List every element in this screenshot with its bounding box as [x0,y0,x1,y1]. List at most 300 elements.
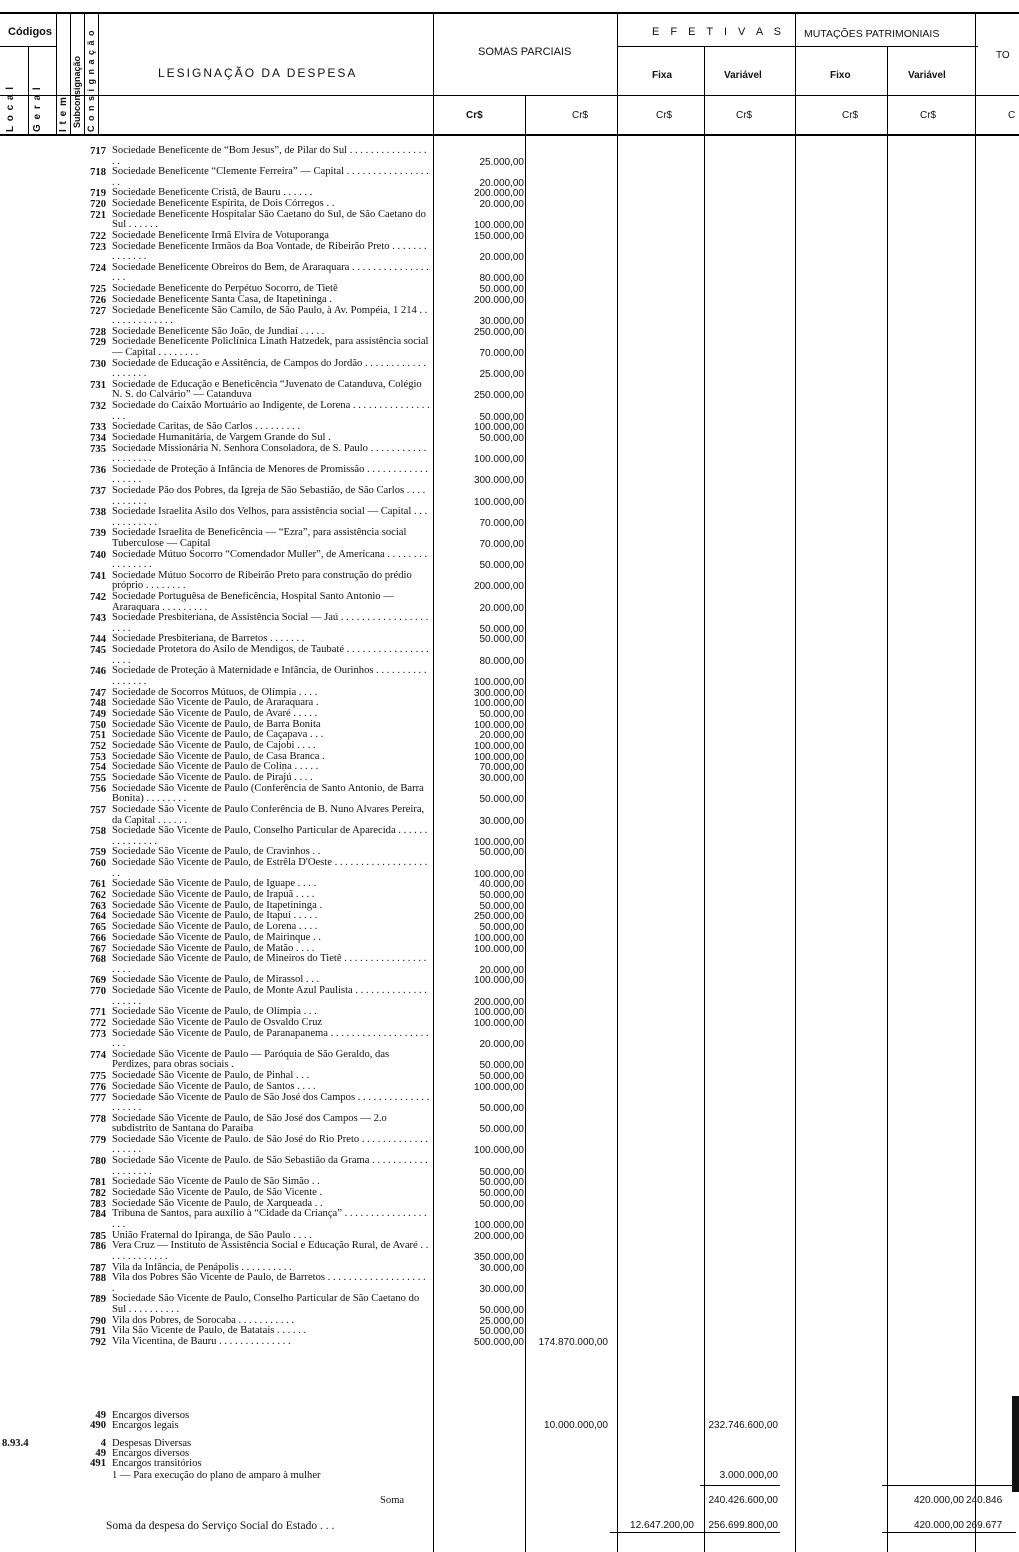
efetivas-label: E F E T I V A S [652,26,785,38]
table-row [0,858,1019,879]
unit-label-6: Cr$ [920,110,937,121]
row-code: 738 [90,507,106,519]
row-code: 745 [90,645,106,657]
row-code: 731 [90,379,106,391]
row-code: 750 [90,719,106,731]
row-code: 748 [90,698,106,710]
row-description: Sociedade Beneficente Santa Casa, de Itapetininga . [112,294,333,305]
somas-parciais-value: 70.000,00 [479,517,524,529]
somas-parciais-value: 100.000,00 [473,1145,524,1157]
row-code: 746 [90,666,106,678]
row-description: Sociedade Beneficente São João, de Jundiaí . . . . . [112,326,325,337]
table-row [0,422,1019,433]
row-description: Sociedade São Vicente de Paulo, de Itapuí . . . . . [112,911,318,922]
row-code: 751 [90,730,106,742]
somas-parciais-value: 70.000,00 [479,762,524,774]
table-row [0,933,1019,944]
codigos-label: Códigos [8,26,52,38]
col-rule-2 [56,12,57,134]
row-description: Sociedade São Vicente de Paulo, de Estrêla D'Oeste . . . . . . . . . . . . . . . . . . . . [112,858,428,879]
row-code: 767 [90,943,106,955]
table-row [0,613,1019,634]
somas-parciais-value: 100.000,00 [473,975,524,987]
total-underline-3 [610,1532,780,1533]
somas-parciais-value: 100.000,00 [473,1018,524,1029]
table-row [0,954,1019,975]
footer-value-v2: 10.000.000,00 [544,1420,608,1431]
somas-parciais-value: 350.000,00 [473,1251,524,1263]
table-row [0,944,1019,955]
row-description: Sociedade São Vicente de Paulo, Conselho Particular de São Caetano do Sul . . . . . . . . . . [112,1294,420,1315]
table-row [0,666,1019,687]
row-code: 749 [90,708,106,720]
row-description: Sociedade de Socorros Mútuos, de Olímpia . . . . [112,687,318,698]
somas-parciais-value: 100.000,00 [473,932,524,944]
row-description: Sociedade de Proteção à Infância de Menores de Promissão . . . . . . . . . . . . . . . . . . [112,464,428,486]
row-code: 779 [90,1134,106,1146]
somas-parciais-value: 100.000,00 [473,751,524,763]
somas-parciais-value: 500.000,00 [473,1337,524,1348]
somas-parciais-value: 50.000,00 [479,623,524,635]
table-row [0,507,1019,528]
row-description: Vera Cruz — Instituto de Assistência Social e Educação Rural, de Avaré . . . . . . . . . . . . . [112,1241,429,1262]
total-underline-1 [700,1485,780,1486]
footer-value-v4: 256.699.800,00 [708,1520,778,1531]
table-row [0,1082,1019,1093]
row-description: Sociedade São Vicente de Paulo, de Paranapanema . . . . . . . . . . . . . . . . . . . . . . [112,1028,429,1050]
row-code: 771 [90,1007,106,1019]
row-code: 740 [90,549,106,561]
unit-label-4: Cr$ [736,110,753,121]
footer-value-v6: 420.000,00 [913,1495,964,1506]
total-underline-4 [882,1532,1016,1533]
row-code: 772 [90,1018,106,1029]
table-row [0,528,1019,549]
row-code: 776 [90,1081,106,1093]
row-description: Soma da despesa do Serviço Social do Estado . . . [106,1520,335,1532]
somas-parciais-value: 30.000,00 [479,815,524,827]
row-description: 1 — Para execução do plano de amparo à mulher [112,1470,321,1481]
table-row [0,188,1019,199]
row-description: Vila da Infância, de Penápolis . . . . . . . . . . [112,1262,292,1273]
fixa-label: Fixa [652,70,673,81]
somas-parciais-value: 100.000,00 [473,676,524,688]
row-code: 788 [90,1273,106,1285]
somas-parciais-value: 100.000,00 [473,422,524,434]
row-description: Sociedade São Vicente de Paulo, de Olímpia . . . [112,1007,317,1018]
row-code: 725 [90,284,106,296]
table-row [0,1135,1019,1156]
table-row [0,773,1019,784]
table-row [0,327,1019,338]
somas-parciais-value: 20.000,00 [479,177,524,189]
table-row [0,890,1019,901]
row-code: 733 [90,422,106,434]
somas-parciais-value: 30.000,00 [479,1283,524,1295]
col-rule-1 [28,46,29,134]
row-code: 784 [90,1209,106,1221]
fixo-label: Fixo [830,70,851,81]
table-row [0,1263,1019,1274]
somas-parciais-value: 30.000,00 [479,773,524,785]
somas-parciais-value: 50.000,00 [479,900,524,912]
geral-label: G e r a l [32,86,43,132]
somas-parciais-value: 50.000,00 [479,1124,524,1136]
table-row [0,1188,1019,1199]
somas-parciais-value: 100.000,00 [473,496,524,508]
row-code: 770 [90,986,106,998]
somas-parciais-value: 100.000,00 [473,943,524,955]
footer-row [0,1470,1019,1482]
col-rule-4 [84,12,85,134]
row-description: Vila dos Pobres, de Sorocaba . . . . . . . . . . . [112,1315,295,1326]
somas-parciais-value: 100.000,00 [473,1219,524,1231]
somas-parciais-value: 50.000,00 [479,1188,524,1199]
table-row [0,1050,1019,1071]
somas-parciais-value: 50.000,00 [479,284,524,296]
somas-parciais-value: 25.000,00 [479,369,524,381]
row-description: Sociedade São Vicente de Paulo, de Matão . . . . [112,943,315,954]
row-description: Soma [380,1495,405,1506]
row-code: 722 [90,231,106,242]
row-description: Sociedade São Vicente de Paulo, de Cajobi . . . . [112,741,316,751]
table-row [0,922,1019,933]
header-subrule-3 [0,95,1019,96]
table-row [0,1029,1019,1050]
row-code: 727 [90,305,106,317]
row-code: 720 [90,199,106,211]
row-description: Sociedade São Vicente de Paulo, de Avaré . . . . . [112,708,318,719]
row-description: Sociedade Humanitária, de Vargem Grande do Sul . [112,432,331,443]
designacao-label: LESIGNAÇÃO DA DESPESA [158,66,358,80]
somas-parciais-value: 200.000,00 [473,1230,524,1242]
somas-parciais-value: 50.000,00 [479,1326,524,1338]
row-description: Sociedade São Vicente de Paulo de Osvaldo Cruz [112,1018,323,1028]
table-row [0,879,1019,890]
item-label: I t e m [58,96,69,132]
somas-parciais-value: 100.000,00 [473,220,524,232]
table-row [0,359,1019,380]
row-code: 786 [90,1241,106,1253]
somas-parciais-value: 30.000,00 [479,1262,524,1274]
row-description: Sociedade São Vicente de Paulo, de São Vicente . [112,1188,323,1198]
somas-parciais-value: 200.000,00 [473,294,524,306]
row-description: Sociedade São Vicente de Paulo, de Itapetininga . [112,900,323,911]
footer-row [0,1495,1019,1507]
row-local-code: 8.93.4 [2,1438,29,1449]
row-description: Sociedade São Vicente de Paulo, de Mirassol . . . [112,975,320,986]
somas-parciais-value: 25.000,00 [479,1315,524,1327]
row-description: Sociedade Israelita Asilo dos Velhos, para assistência social — Capital . . . . . . . . . . . . [112,507,428,528]
margin-bar [1012,1396,1019,1492]
row-description: Sociedade Missionária N. Senhora Consoladora, de S. Paulo . . . . . . . . . . . . . . . . . . . [112,443,427,465]
total-underline-2 [882,1485,1016,1486]
somas-parciais-value: 80.000,00 [479,655,524,667]
row-code: 780 [90,1156,106,1168]
row-code: 719 [90,188,106,200]
table-row [0,730,1019,741]
footer-value-v4: 3.000.000,00 [719,1470,778,1481]
somas-parciais-value: 200.000,00 [473,188,524,200]
unit-label-3: Cr$ [656,110,673,121]
table-row [0,826,1019,847]
somas-parciais-value: 20.000,00 [479,252,524,264]
somas-parciais-value: 250.000,00 [473,390,524,402]
table-row [0,720,1019,731]
somas-parciais-value: 50.000,00 [479,708,524,720]
row-description: Sociedade São Vicente de Paulo, de Mairinque . . [112,932,321,943]
somas-parciais-value: 100.000,00 [473,719,524,731]
somas-parciais-total: 174.870.000,00 [538,1337,608,1348]
row-description: Sociedade São Vicente de Paulo, de Caçapava . . . [112,730,324,741]
table-row [0,146,1019,167]
row-description: Sociedade de Educação e Beneficência “Juvenato de Catanduva, Colégio N. S. do Calvário” — Catanduva [112,379,422,401]
table-row [0,167,1019,188]
row-code: 785 [90,1230,106,1242]
row-code: 721 [90,209,106,221]
row-description: Sociedade Beneficente Cristã, de Bauru . . . . . . [112,188,313,199]
somas-parciais-label: SOMAS PARCIAIS [478,46,572,58]
total-label: TO [996,50,1010,61]
row-description: Sociedade São Vicente de Paulo, de Iguape . . . . [112,879,317,890]
row-code: 757 [90,805,106,816]
row-code: 490 [90,1420,106,1431]
row-description: Sociedade São Vicente de Paulo Conferência de B. Nuno Alvares Pereira, da Capital . . . . . . [112,805,425,826]
table-row [0,741,1019,752]
table-row [0,1156,1019,1177]
table-row [0,1231,1019,1242]
row-code: 734 [90,432,106,444]
mutacoes-label: MUTAÇÕES PATRIMONIAIS [804,28,940,40]
row-description: Sociedade Portuguêsa de Beneficência, Hospital Santo Antonio — Araraquara . . . . . . . . . [112,592,394,613]
consignacao-label: C o n s i g n a ç ã o [86,29,96,132]
somas-parciais-value: 50.000,00 [479,1071,524,1083]
row-description: Sociedade São Vicente de Paulo. de São José do Rio Preto . . . . . . . . . . . . . . . . . . . [112,1134,429,1156]
row-code: 781 [90,1177,106,1189]
row-description: Sociedade São Vicente de Paulo, de Cravinhos . . [112,847,321,858]
table-row [0,380,1019,401]
table-row [0,1209,1019,1230]
local-label: L o c a l [5,85,16,132]
table-row [0,911,1019,922]
row-code: 787 [90,1262,106,1274]
somas-parciais-value: 20.000,00 [479,602,524,614]
row-description: Sociedade Caritas, de São Carlos . . . . . . . . . [112,422,301,433]
footer-value-v7: 240.846 [966,1495,1003,1506]
row-description: Sociedade São Vicente de Paulo de São Simão . . [112,1177,320,1188]
row-code: 49 [95,1448,106,1459]
row-code: 758 [90,826,106,838]
row-description: União Fraternal do Ipiranga, de São Paulo . . . . [112,1230,312,1241]
unit-label-7: C [1008,110,1016,121]
row-code: 789 [90,1294,106,1306]
row-description: Sociedade Beneficente “Clemente Ferreira” — Capital . . . . . . . . . . . . . . . . . . [112,167,429,188]
table-row [0,1316,1019,1327]
table-row [0,1007,1019,1018]
row-description: Sociedade São Vicente de Paulo, de Barra Bonita [112,719,321,730]
table-row [0,433,1019,444]
table-row [0,1177,1019,1188]
table-row [0,986,1019,1007]
row-description: Sociedade São Vicente de Paulo (Conferência de Santo Antonio, de Barra Bonita) . . . . . . . . [112,783,424,805]
row-description: Sociedade São Vicente de Paulo — Paróquia de São Geraldo, das Perdizes, para obras sociais . [112,1049,390,1071]
row-code: 777 [90,1092,106,1104]
table-row [0,231,1019,242]
table-row [0,709,1019,720]
somas-parciais-value: 100.000,00 [473,1081,524,1093]
table-row [0,295,1019,306]
row-description: Sociedade Israelita de Beneficência — “Ezra”, para assistência social Tuberculose — Capital [112,528,407,549]
somas-parciais-value: 100.000,00 [473,1007,524,1019]
row-description: Despesas Diversas [112,1438,192,1449]
somas-parciais-value: 200.000,00 [473,581,524,593]
row-code: 791 [90,1326,106,1338]
somas-parciais-value: 20.000,00 [479,730,524,742]
row-description: Sociedade Beneficente Irmãos da Boa Vontade, de Ribeirão Preto . . . . . . . . . . . . . . [112,241,427,263]
table-row [0,901,1019,912]
row-description: Sociedade São Vicente de Paulo, de Mineiros do Tietê . . . . . . . . . . . . . . . . . . . . [112,954,427,975]
row-description: Sociedade Beneficente Hospitalar São Caetano do Sul, de São Caetano do Sul . . . . . . [112,209,426,231]
somas-parciais-value: 100.000,00 [473,868,524,880]
row-description: Sociedade de Proteção à Maternidade e Infância, de Ourinhos . . . . . . . . . . . . . . . . . [112,666,427,687]
table-row [0,1326,1019,1337]
row-description: Sociedade Beneficente Irmã Elvira de Votuporanga [112,231,329,241]
row-description: Sociedade Beneficente de “Bom Jesus”, de Pilar do Sul . . . . . . . . . . . . . . . . . [112,146,427,167]
somas-parciais-value: 50.000,00 [479,634,524,646]
table-row [0,401,1019,422]
row-description: Sociedade São Vicente de Paulo, de Casa Branca . [112,751,325,762]
row-code: 769 [90,975,106,987]
row-description: Sociedade São Vicente de Paulo, de Santos . . . . [112,1081,316,1092]
row-code: 762 [90,890,106,901]
row-code: 755 [90,773,106,785]
table-row [0,242,1019,263]
row-code: 717 [90,146,106,157]
footer-row [0,1520,1019,1532]
table-row [0,975,1019,986]
row-code: 736 [90,464,106,476]
table-row [0,1114,1019,1135]
row-code: 778 [90,1113,106,1125]
table-row [0,1273,1019,1294]
somas-parciais-value: 20.000,00 [479,1039,524,1051]
row-code: 491 [90,1458,106,1469]
table-row [0,847,1019,858]
row-code: 744 [90,634,106,646]
row-description: Encargos diversos [112,1410,190,1421]
somas-parciais-value: 80.000,00 [479,273,524,285]
row-code: 790 [90,1315,106,1327]
row-description: Sociedade Protetora do Asilo de Mendigos, de Taubaté . . . . . . . . . . . . . . . . . . . . [112,645,429,666]
table-row [0,210,1019,231]
somas-parciais-value: 50.000,00 [479,1166,524,1178]
row-code: 742 [90,592,106,603]
row-description: Vila Vicentina, de Bauru . . . . . . . . . . . . . . [112,1337,291,1347]
row-description: Sociedade Presbiteriana, de Barretos . . . . . . . [112,634,305,645]
table-row [0,1241,1019,1262]
row-description: Encargos transitórios [112,1458,202,1469]
row-code: 741 [90,570,106,582]
row-description: Sociedade Pão dos Pobres, da Igreja de São Sebastião, de São Carlos . . . . . . . . . . . [112,486,426,507]
row-code: 754 [90,762,106,774]
footer-value-v3: 12.647.200,00 [630,1520,694,1531]
row-code: 747 [90,687,106,699]
row-description: Encargos legais [112,1420,179,1431]
somas-parciais-value: 150.000,00 [473,231,524,242]
row-description: Sociedade São Vicente de Paulo, de Irapuã . . . . [112,890,315,900]
row-description: Vila dos Pobres São Vicente de Paulo, de Barretos . . . . . . . . . . . . . . . . . . . . [112,1273,426,1294]
somas-parciais-value: 50.000,00 [479,1177,524,1189]
table-row [0,645,1019,666]
table-row [0,486,1019,507]
row-code: 735 [90,443,106,455]
row-code: 775 [90,1071,106,1083]
somas-parciais-value: 100.000,00 [473,836,524,848]
row-code: 4 [100,1438,106,1449]
footer-row [0,1420,1019,1432]
row-description: Sociedade do Caixão Mortuário ao Indigente, de Lorena . . . . . . . . . . . . . . . . . . [112,401,430,422]
footer-row [0,1458,1019,1470]
row-description: Encargos diversos [112,1448,190,1459]
row-code: 792 [90,1337,106,1348]
somas-parciais-value: 200.000,00 [473,996,524,1008]
row-code: 730 [90,358,106,370]
somas-parciais-value: 70.000,00 [479,538,524,550]
somas-parciais-value: 50.000,00 [479,411,524,423]
somas-parciais-value: 100.000,00 [473,454,524,466]
row-description: Sociedade Presbiteriana, de Assistência Social — Jaú . . . . . . . . . . . . . . . . . . . . . [112,613,429,634]
subconsignacao-label: Subconsignação [72,55,82,128]
somas-parciais-value: 50.000,00 [479,890,524,901]
table-row [0,1071,1019,1082]
somas-parciais-value: 70.000,00 [479,347,524,359]
row-code: 723 [90,241,106,253]
row-description: Sociedade Mútuo Socorro de Ribeirão Preto para construção do prédio próprio . . . . . . . . [112,570,412,592]
footer-value-v4: 232.746.600,00 [708,1420,778,1431]
row-code: 752 [90,741,106,752]
row-code: 759 [90,847,106,859]
table-row [0,571,1019,592]
somas-parciais-value: 25.000,00 [479,156,524,168]
row-description: Sociedade São Vicente de Paulo, de São José dos Campos — 2.o subdistrito de Santana do Paraíba [112,1113,387,1135]
row-code: 732 [90,401,106,412]
row-description: Sociedade São Vicente de Paulo, de Monte Azul Paulista . . . . . . . . . . . . . . . . . . . . [112,986,427,1007]
row-code: 783 [90,1198,106,1210]
table-row [0,199,1019,210]
table-row [0,465,1019,486]
table-row [0,306,1019,327]
table-row [0,1337,1019,1348]
footer-value-v6: 420.000,00 [913,1520,964,1531]
table-row [0,284,1019,295]
col-rule-5 [98,12,99,134]
somas-parciais-value: 50.000,00 [479,432,524,444]
row-description: Vila São Vicente de Paulo, de Batatais . . . . . . [112,1326,307,1337]
row-description: Sociedade Beneficente Policlínica Linath Hatzedek, para assistência social — Capital . . . . . . . . [112,337,429,358]
row-description: Sociedade São Vicente de Paulo de Colina . . . . . [112,762,319,773]
table-row [0,550,1019,571]
table-row [0,1018,1019,1029]
row-description: Sociedade São Vicente de Paulo. de São Sebastião da Grama . . . . . . . . . . . . . . . . . . . [112,1156,428,1177]
row-description: Sociedade São Vicente de Paulo, de Pinhal . . . [112,1071,310,1082]
somas-parciais-value: 50.000,00 [479,560,524,572]
row-code: 729 [90,337,106,349]
somas-parciais-value: 50.000,00 [479,1103,524,1114]
row-code: 49 [95,1410,106,1421]
table-row [0,634,1019,645]
row-code: 782 [90,1188,106,1199]
row-code: 728 [90,326,106,338]
